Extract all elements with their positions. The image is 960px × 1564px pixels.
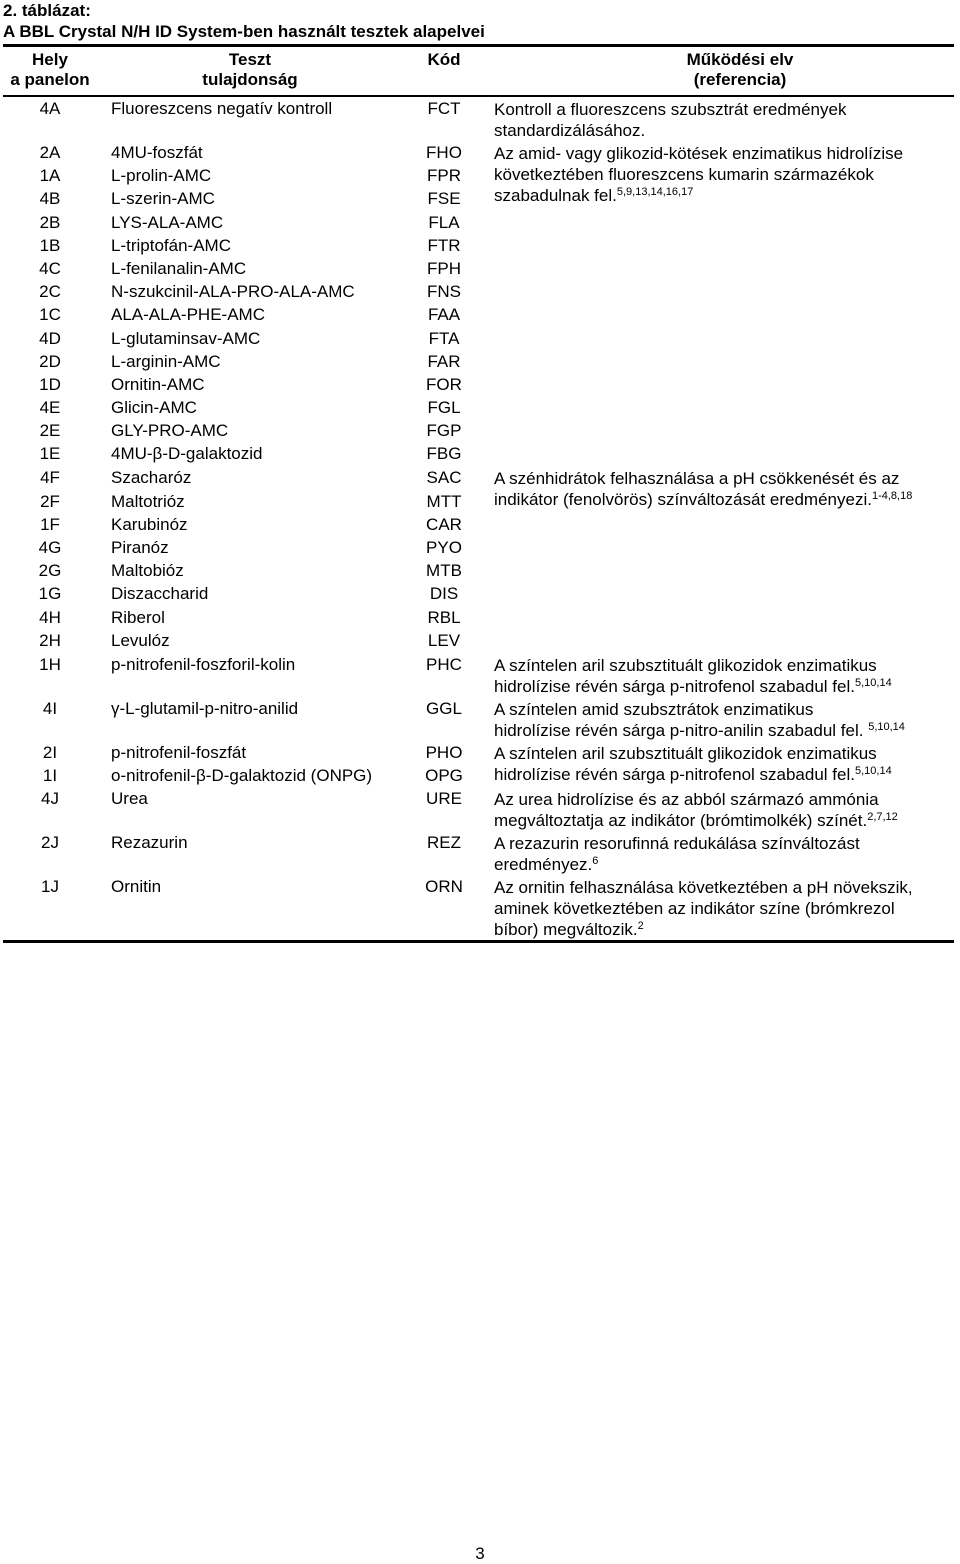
principle-line-text: bíbor) megváltozik. xyxy=(494,920,638,939)
header-panel-line2: a panelon xyxy=(10,70,90,89)
test-name: N-szukcinil-ALA-PRO-ALA-AMC xyxy=(111,282,355,301)
principle-line xyxy=(494,120,954,141)
principle-line xyxy=(494,489,954,510)
panel-position: 2C xyxy=(39,282,61,301)
table-row xyxy=(0,607,960,629)
panel-position: 1H xyxy=(39,655,61,674)
principle-text xyxy=(494,833,954,875)
principle-line xyxy=(494,720,954,741)
principle-line-text: A rezazurin resorufinná redukálása színváltozást xyxy=(494,834,860,853)
table-row xyxy=(0,328,960,350)
table-row xyxy=(0,304,960,326)
reference-superscript: 5,9,13,14,16,17 xyxy=(616,186,694,198)
test-code: OPG xyxy=(425,766,463,785)
principle-line xyxy=(494,743,954,764)
principle-line-text: Az amid- vagy glikozid-kötések enzimatikus hidrolízise xyxy=(494,144,904,163)
principle-text xyxy=(494,143,954,206)
test-code: FTR xyxy=(427,236,461,255)
test-name: Ornitin-AMC xyxy=(111,375,205,394)
test-code: REZ xyxy=(427,833,461,852)
principle-line xyxy=(494,699,954,720)
header-test xyxy=(150,50,350,90)
principle-line-text: hidrolízise révén sárga p-nitrofenol szabadul fel. xyxy=(494,765,855,784)
table-row xyxy=(0,235,960,257)
principle-line-text: következtében fluoreszcens kumarin származékok xyxy=(494,165,874,184)
reference-superscript: 5,10,14 xyxy=(868,721,905,733)
panel-position: 4D xyxy=(39,329,61,348)
panel-position: 2B xyxy=(39,213,61,232)
table-row xyxy=(0,258,960,280)
panel-position: 4G xyxy=(38,538,62,557)
principle-line-text: Az urea hidrolízise és az abból származó ammónia xyxy=(494,790,879,809)
test-code: PHC xyxy=(426,655,462,674)
test-code: PHO xyxy=(425,743,463,762)
test-name: 4MU-foszfát xyxy=(111,143,203,162)
table-row xyxy=(0,443,960,465)
principle-line xyxy=(494,99,954,120)
panel-position: 4H xyxy=(39,608,61,627)
table-row xyxy=(0,560,960,582)
test-name: Glicin-AMC xyxy=(111,398,197,417)
principle-line-text: Az ornitin felhasználása következtében a pH növekszik, xyxy=(494,878,913,897)
principle-text xyxy=(494,789,954,831)
test-code: FBG xyxy=(426,444,462,463)
panel-position: 1F xyxy=(40,515,60,534)
principle-line-text: A szénhidrátok felhasználása a pH csökkenését és az xyxy=(494,469,900,488)
principle-line-text: megváltoztatja az indikátor (brómtimolkék) színét. xyxy=(494,811,868,830)
table-row xyxy=(0,374,960,396)
principle-line-text: aminek következtében az indikátor színe (brómkrezol xyxy=(494,899,895,918)
test-code: FSE xyxy=(427,189,461,208)
principle-line xyxy=(494,655,954,676)
rule-header xyxy=(3,95,954,97)
principle-line-text: hidrolízise révén sárga p-nitro-anilin szabadul fel. xyxy=(494,721,869,740)
principle-line-text: A színtelen aril szubsztituált glikozidok enzimatikus xyxy=(494,744,877,763)
test-name: ALA-ALA-PHE-AMC xyxy=(111,305,265,324)
header-panel xyxy=(6,50,94,90)
test-name: o-nitrofenil-β-D-galaktozid (ONPG) xyxy=(111,766,373,785)
principle-line-text: eredményez. xyxy=(494,855,593,874)
principle-text xyxy=(494,655,954,697)
principle-line xyxy=(494,676,954,697)
table-row xyxy=(0,281,960,303)
test-name: p-nitrofenil-foszfát xyxy=(111,743,247,762)
test-code: FHO xyxy=(426,143,462,162)
panel-position: 2F xyxy=(40,492,60,511)
panel-position: 4F xyxy=(40,468,60,487)
panel-position: 4C xyxy=(39,259,61,278)
panel-position: 1G xyxy=(38,584,62,603)
test-name: Fluoreszcens negatív kontroll xyxy=(111,99,333,118)
test-code: FAA xyxy=(427,305,461,324)
panel-position: 1J xyxy=(41,877,59,896)
principle-text xyxy=(494,877,954,940)
test-name: 4MU-β-D-galaktozid xyxy=(111,444,263,463)
test-code: FNS xyxy=(427,282,461,301)
panel-position: 2I xyxy=(42,743,58,762)
panel-position: 2E xyxy=(39,421,61,440)
panel-position: 4E xyxy=(39,398,61,417)
panel-position: 1E xyxy=(39,444,61,463)
panel-position: 2G xyxy=(38,561,62,580)
test-code: RBL xyxy=(427,608,461,627)
test-code: FLA xyxy=(428,213,460,232)
principle-line xyxy=(494,919,954,940)
test-code: FAR xyxy=(427,352,461,371)
test-code: MTT xyxy=(426,492,462,511)
principle-line xyxy=(494,810,954,831)
header-test-line1: Teszt xyxy=(228,50,272,69)
principle-line-text: indikátor (fenolvörös) színváltozását eredményezi. xyxy=(494,490,872,509)
test-code: PYO xyxy=(426,538,462,557)
principle-line xyxy=(494,764,954,785)
test-name: p-nitrofenil-foszforil-kolin xyxy=(111,655,296,674)
principle-line xyxy=(494,833,954,854)
test-code: FGP xyxy=(426,421,462,440)
test-code: LEV xyxy=(427,631,461,650)
reference-superscript: 1-4,8,18 xyxy=(871,490,913,502)
test-name: GLY-PRO-AMC xyxy=(111,421,229,440)
header-test-line2: tulajdonság xyxy=(202,70,298,89)
principle-line xyxy=(494,468,954,489)
principle-line xyxy=(494,854,954,875)
table-row xyxy=(0,537,960,559)
reference-superscript: 5,10,14 xyxy=(854,677,892,689)
test-code: FTA xyxy=(428,329,460,348)
principle-line xyxy=(494,185,954,206)
table-label: 2. táblázat: xyxy=(3,1,91,20)
principle-line-text: A színtelen aril szubsztituált glikozidok enzimatikus xyxy=(494,656,877,675)
test-code: FPH xyxy=(427,259,461,278)
header-principle xyxy=(600,50,880,90)
test-name: Rezazurin xyxy=(111,833,188,852)
test-code: DIS xyxy=(429,584,459,603)
panel-position: 1D xyxy=(39,375,61,394)
panel-position: 2A xyxy=(39,143,61,162)
test-name: Ornitin xyxy=(111,877,162,896)
rule-top xyxy=(3,44,954,47)
test-code: FCT xyxy=(427,99,461,118)
panel-position: 1B xyxy=(39,236,61,255)
principle-line xyxy=(494,164,954,185)
test-code: SAC xyxy=(426,468,462,487)
table-row xyxy=(0,583,960,605)
test-code: MTB xyxy=(426,561,462,580)
reference-superscript: 6 xyxy=(592,855,599,867)
test-code: FPR xyxy=(427,166,461,185)
test-name: L-fenilanalin-AMC xyxy=(111,259,247,278)
principle-text xyxy=(494,743,954,785)
test-name: Szacharóz xyxy=(111,468,192,487)
test-name: L-prolin-AMC xyxy=(111,166,212,185)
test-code: FGL xyxy=(427,398,461,417)
principle-line-text: szabadulnak fel. xyxy=(494,186,617,205)
principle-line-text: standardizálásához. xyxy=(494,121,646,140)
header-panel-line1: Hely xyxy=(32,50,68,69)
panel-position: 4A xyxy=(39,99,61,118)
test-name: Piranóz xyxy=(111,538,169,557)
test-name: Karubinóz xyxy=(111,515,188,534)
table-row xyxy=(0,630,960,652)
page-number: 3 xyxy=(475,1544,485,1563)
test-code: FOR xyxy=(426,375,462,394)
principle-line-text: A színtelen amid szubsztrátok enzimatikus xyxy=(494,700,814,719)
panel-position: 1C xyxy=(39,305,61,324)
table-row xyxy=(0,514,960,536)
test-name: L-arginin-AMC xyxy=(111,352,221,371)
header-principle-line2: (referencia) xyxy=(693,70,787,89)
panel-position: 4B xyxy=(39,189,61,208)
test-name: Riberol xyxy=(111,608,165,627)
header-principle-line1: Működési elv xyxy=(686,50,794,69)
principle-line xyxy=(494,789,954,810)
test-name: LYS-ALA-AMC xyxy=(111,213,224,232)
principle-text xyxy=(494,699,954,741)
principle-line-text: Kontroll a fluoreszcens szubsztrát eredmények xyxy=(494,100,847,119)
test-code: URE xyxy=(426,789,462,808)
panel-position: 4J xyxy=(41,789,59,808)
test-name: Urea xyxy=(111,789,148,808)
header-code: Kód xyxy=(427,50,461,69)
rule-bottom xyxy=(3,940,954,943)
test-name: Diszaccharid xyxy=(111,584,209,603)
table-title: A BBL Crystal N/H ID System-ben használt tesztek alapelvei xyxy=(3,22,485,41)
panel-position: 2H xyxy=(39,631,61,650)
table-row xyxy=(0,212,960,234)
test-name: Maltotrióz xyxy=(111,492,185,511)
reference-superscript: 2,7,12 xyxy=(867,811,898,823)
test-name: L-triptofán-AMC xyxy=(111,236,231,255)
panel-position: 2D xyxy=(39,352,61,371)
panel-position: 4I xyxy=(42,699,58,718)
principle-line xyxy=(494,898,954,919)
principle-line xyxy=(494,877,954,898)
panel-position: 1I xyxy=(42,766,58,785)
principle-text xyxy=(494,99,954,141)
test-name: Levulóz xyxy=(111,631,170,650)
test-code: GGL xyxy=(426,699,462,718)
principle-line-text: hidrolízise révén sárga p-nitrofenol szabadul fel. xyxy=(494,677,855,696)
test-code: ORN xyxy=(425,877,463,896)
table-row xyxy=(0,397,960,419)
panel-position: 2J xyxy=(41,833,59,852)
test-name: L-glutaminsav-AMC xyxy=(111,329,261,348)
principle-text xyxy=(494,468,954,510)
table-row xyxy=(0,351,960,373)
test-name: L-szerin-AMC xyxy=(111,189,215,208)
reference-superscript: 2 xyxy=(637,920,644,932)
reference-superscript: 5,10,14 xyxy=(854,765,892,777)
test-name: Maltobióz xyxy=(111,561,184,580)
test-code: CAR xyxy=(426,515,462,534)
table-row xyxy=(0,420,960,442)
test-name: γ-L-glutamil-p-nitro-anilid xyxy=(111,699,299,718)
principle-line xyxy=(494,143,954,164)
panel-position: 1A xyxy=(39,166,61,185)
